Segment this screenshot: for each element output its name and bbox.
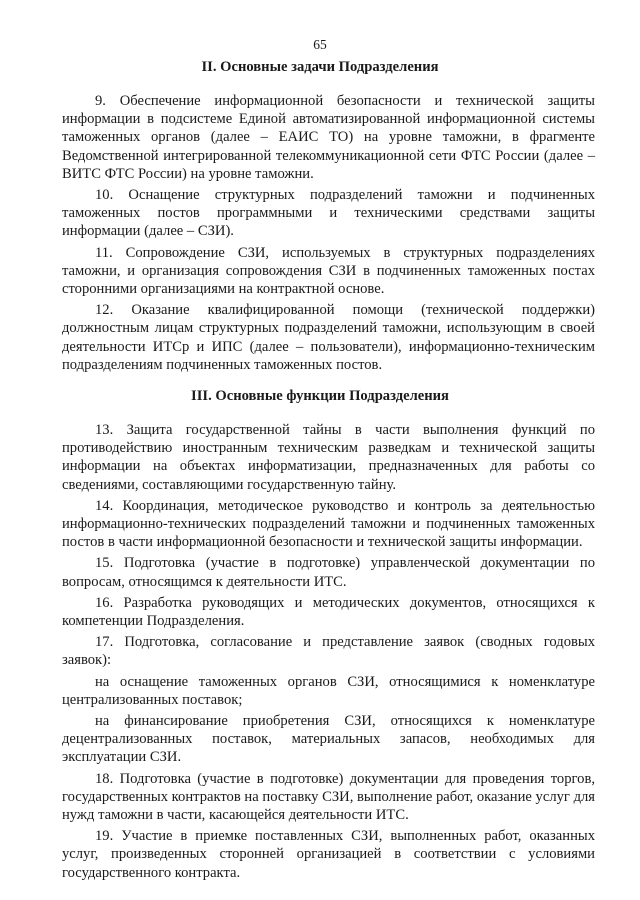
paragraph-17-item-2: на финансирование приобретения СЗИ, относящихся к номенклатуре децентрализованных поставок, материальных запасов, необходимых для эксплуатации СЗИ. (62, 713, 595, 766)
section-3-body (62, 421, 595, 885)
paragraph-17-item-1: на оснащение таможенных органов СЗИ, относящимися к номенклатуре централизованных поставок; (62, 673, 595, 708)
paragraph-16: 16. Разработка руководящих и методических документов, относящихся к компетенции Подразделения. (62, 594, 595, 630)
paragraph-15: 15. Подготовка (участие в подготовке) управленческой документации по вопросам, относящимся к деятельности ИТС. (62, 555, 595, 590)
paragraph-17: 17. Подготовка, согласование и представление заявок (сводных годовых заявок): (62, 634, 595, 669)
section-3-heading: III. Основные функции Подразделения (191, 388, 449, 404)
section-2-body (62, 92, 595, 377)
paragraph-11: 11. Сопровождение СЗИ, используемых в структурных подразделениях таможни, и организация сопровождения СЗИ в подчиненных таможенных постах сторонними организациями на контрактной основе. (62, 244, 595, 298)
paragraph-9: 9. Обеспечение информационной безопасности и технической защиты информации в подсистеме Единой автоматизированной информационной системы таможенных органов (далее – ЕАИС ТО) на уровне таможни, в фрагменте Ведомственной интегрированной телекоммуникационной сети ФТС России (далее – ВИТС ФТС России) на уровне таможни. (62, 93, 595, 182)
paragraph-19: 19. Участие в приемке поставленных СЗИ, выполненных работ, оказанных услуг, произведенных сторонней организацией в соответствии с условиями государственного контракта. (62, 828, 595, 881)
paragraph-18: 18. Подготовка (участие в подготовке) документации для проведения торгов, государственных контрактов на поставку СЗИ, выполнение работ, оказание услуг для нужд таможни в части, касающейся деятельности ИТС. (62, 770, 595, 824)
section-2-heading: II. Основные задачи Подразделения (201, 59, 439, 75)
paragraph-14: 14. Координация, методическое руководство и контроль за деятельностью информационно-технических подразделений таможни и подчиненных таможенных постов в части информационной безопасности и технической защиты информации. (62, 497, 595, 551)
page-number: 65 (313, 37, 327, 52)
paragraph-13: 13. Защита государственной тайны в части выполнения функций по противодействию иностранным техническим разведкам и технической защиты информации на объектах информатизации, предназначенных для работы со сведениями, составляющими государственную тайну. (62, 422, 595, 493)
paragraph-10: 10. Оснащение структурных подразделений таможни и подчиненных таможенных постов программными и техническими средствами защиты информации (далее – СЗИ). (62, 187, 595, 240)
paragraph-12: 12. Оказание квалифицированной помощи (технической поддержки) должностным лицам структурных подразделений таможни, использующим в своей деятельности ИТСр и ИПС (далее – пользователи), информационно-техническим подразделениям подчиненных таможенных постов. (62, 302, 595, 373)
